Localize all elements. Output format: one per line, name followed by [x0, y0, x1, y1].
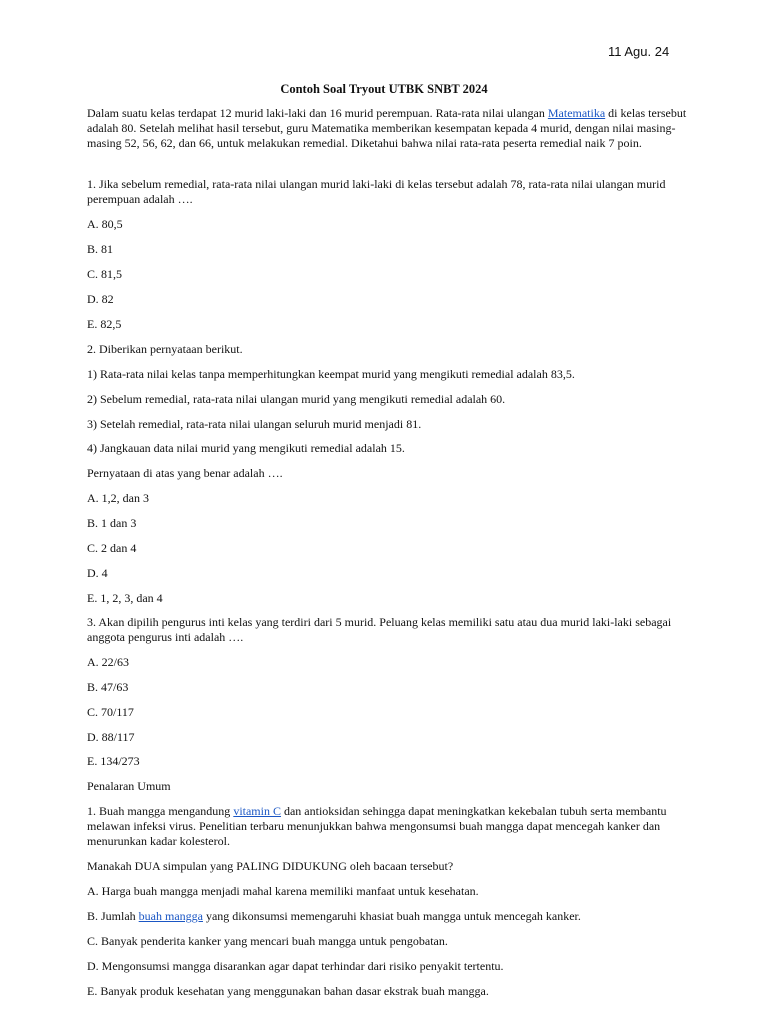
q2-option-d: D. 4 [87, 566, 108, 580]
q1-option-b: B. 81 [87, 242, 114, 256]
q1-option-c: C. 81,5 [87, 267, 123, 281]
q2-prompt: Pernyataan di atas yang benar adalah …. [87, 466, 283, 480]
pu1-prompt: Manakah DUA simpulan yang PALING DIDUKUNG oleh bacaan tersebut? [87, 859, 454, 873]
q3-option-d: D. 88/117 [87, 730, 135, 744]
pu1-option-b-pre: B. Jumlah [87, 909, 139, 923]
q3-option-e: E. 134/273 [87, 754, 140, 768]
pu1-option-c: C. Banyak penderita kanker yang mencari buah mangga untuk pengobatan. [87, 934, 448, 948]
q2-option-a: A. 1,2, dan 3 [87, 491, 149, 505]
pu1-text-2: dan antioksidan sehingga dapat meningkatkan kekebalan tubuh serta membantu melawan infeksi virus. Penelitian terbaru menunjukkan bahwa mengonsumsi buah mangga dapat mencegah kanker dan menurunkan kadar kolesterol. [87, 804, 667, 848]
pu1-text-1: 1. Buah mangga mengandung [87, 804, 234, 818]
document-title: Contoh Soal Tryout UTBK SNBT 2024 [280, 82, 488, 96]
document-date: 11 Agu. 24 [608, 44, 670, 59]
q2-statement-1: 1) Rata-rata nilai kelas tanpa memperhitungkan keempat murid yang mengikuti remedial adalah 83,5. [87, 367, 575, 381]
question-3-text: 3. Akan dipilih pengurus inti kelas yang terdiri dari 5 murid. Peluang kelas memiliki satu atau dua murid laki-laki sebagai anggota pengurus inti adalah …. [87, 615, 672, 644]
q2-statement-4: 4) Jangkauan data nilai murid yang mengikuti remedial adalah 15. [87, 441, 405, 455]
q1-option-a: A. 80,5 [87, 217, 123, 231]
buah-mangga-link[interactable]: buah mangga [138, 909, 203, 923]
pu-question-1-text [87, 804, 687, 849]
q1-option-e: E. 82,5 [87, 317, 122, 331]
pu1-option-b-post: yang dikonsumsi memengaruhi khasiat buah mangga untuk mencegah kanker. [202, 909, 581, 923]
q2-statement-2: 2) Sebelum remedial, rata-rata nilai ulangan murid yang mengikuti remedial adalah 60. [87, 392, 506, 406]
matematika-link[interactable]: Matematika [547, 106, 606, 120]
q2-option-c: C. 2 dan 4 [87, 541, 137, 555]
question-1-text: 1. Jika sebelum remedial, rata-rata nilai ulangan murid laki-laki di kelas tersebut adalah 78, rata-rata nilai ulangan murid perempuan adalah …. [87, 177, 666, 206]
intro-text-2: di kelas tersebut adalah 80. Setelah melihat hasil tersebut, guru Matematika memberikan kesempatan kepada 4 murid, dengan nilai masing-masing 52, 56, 62, dan 66, untuk melakukan remedial. Diketahui bahwa nilai rata-rata peserta remedial naik 7 poin. [87, 106, 687, 150]
q2-option-e: E. 1, 2, 3, dan 4 [87, 591, 163, 605]
vitamin-c-link[interactable]: vitamin C [233, 804, 281, 818]
q3-option-c: C. 70/117 [87, 705, 134, 719]
q3-option-a: A. 22/63 [87, 655, 129, 669]
pu1-option-e: E. Banyak produk kesehatan yang menggunakan bahan dasar ekstrak buah mangga. [87, 984, 489, 998]
q3-option-b: B. 47/63 [87, 680, 129, 694]
q1-option-d: D. 82 [87, 292, 114, 306]
intro-paragraph [87, 106, 687, 151]
pu1-option-b [87, 909, 687, 924]
pu1-option-d: D. Mengonsumsi mangga disarankan agar dapat terhindar dari risiko penyakit tertentu. [87, 959, 504, 973]
q2-option-b: B. 1 dan 3 [87, 516, 137, 530]
q2-statement-3: 3) Setelah remedial, rata-rata nilai ulangan seluruh murid menjadi 81. [87, 417, 422, 431]
question-2-text: 2. Diberikan pernyataan berikut. [87, 342, 243, 356]
section-heading: Penalaran Umum [87, 779, 171, 793]
pu1-option-a: A. Harga buah mangga menjadi mahal karena memiliki manfaat untuk kesehatan. [87, 884, 479, 898]
intro-text-1: Dalam suatu kelas terdapat 12 murid laki-laki dan 16 murid perempuan. Rata-rata nilai ulangan [87, 106, 548, 120]
